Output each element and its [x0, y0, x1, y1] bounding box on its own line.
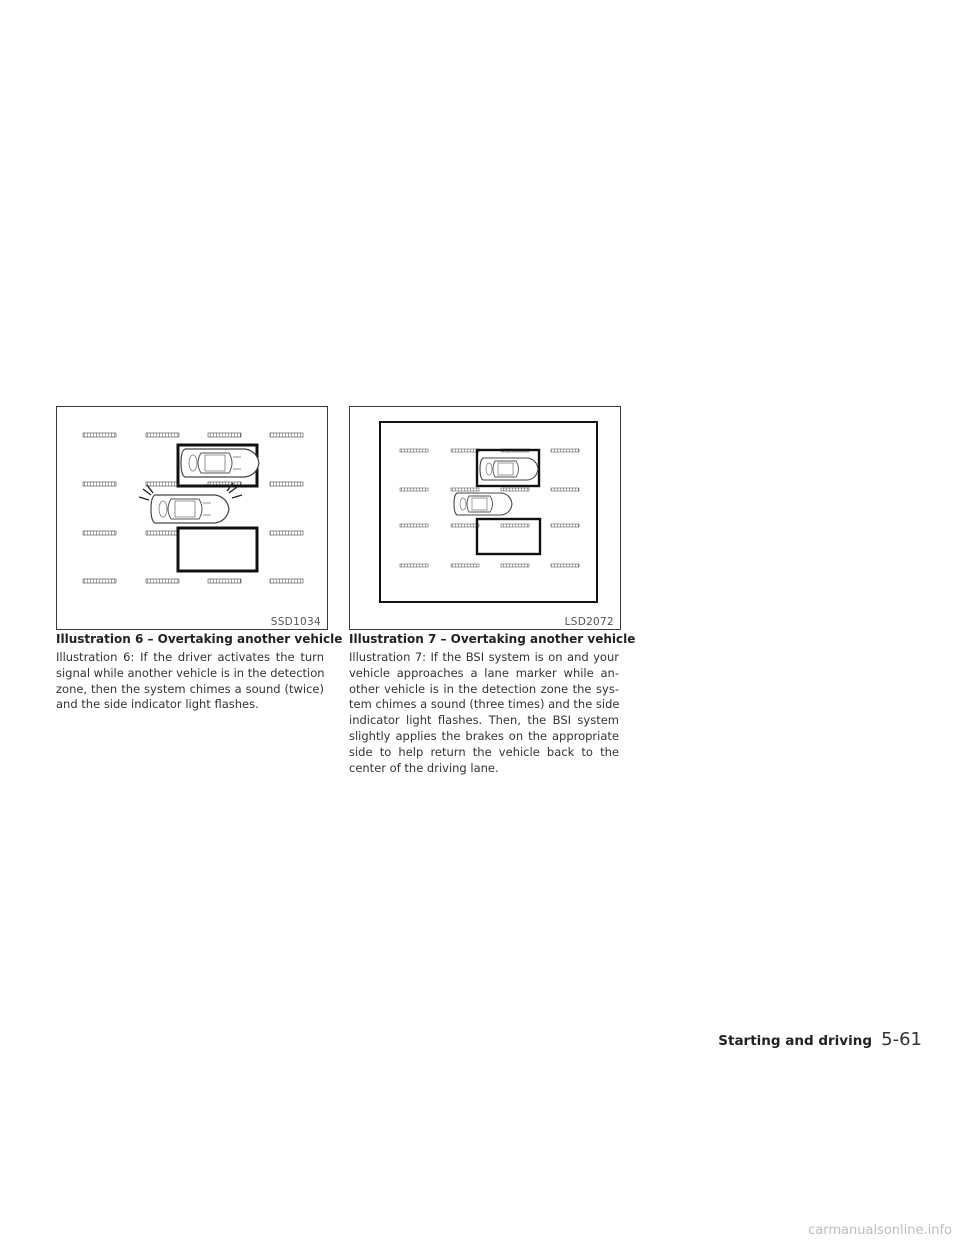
figure-code: LSD2072 [564, 616, 614, 628]
text-line: slightly applies the brakes on the appropriate [349, 728, 619, 743]
illustration-6 [56, 406, 328, 630]
page-number: 5-61 [881, 1029, 922, 1050]
figure-caption: Illustration 6 – Overtaking another vehicle [56, 632, 343, 646]
illustration-6-drawing [57, 407, 329, 631]
body-paragraph [56, 650, 324, 713]
watermark: carmanualsonline.info [808, 1223, 952, 1238]
text-line: Illustration 6: If the driver activates the turn [56, 650, 324, 664]
text-line: vehicle approaches a lane marker while an- [349, 665, 619, 680]
illustration-7-drawing [350, 407, 622, 631]
text-line: tem chimes a sound (three times) and the side [349, 697, 620, 712]
own-vehicle [454, 493, 512, 515]
text-line: side to help return the vehicle back to the [349, 744, 619, 759]
text-line: zone, then the system chimes a sound (twice) [56, 681, 324, 696]
footer-section-title: Starting and driving [718, 1033, 872, 1049]
other-vehicle [480, 458, 538, 480]
detection-zone-lower [178, 528, 257, 571]
text-line: other vehicle is in the detection zone the sys- [349, 681, 619, 696]
own-vehicle [151, 495, 229, 523]
body-paragraph [349, 650, 619, 776]
text-line: and the side indicator light flashes. [56, 697, 259, 712]
text-line: indicator light flashes. Then, the BSI system [349, 713, 619, 728]
other-vehicle [181, 449, 259, 477]
text-line: Illustration 7: If the BSI system is on and your [349, 650, 619, 664]
figure-code: SSD1034 [270, 616, 321, 628]
text-line: signal while another vehicle is in the detection [56, 665, 325, 680]
illustration-7 [349, 406, 621, 630]
figure-caption: Illustration 7 – Overtaking another vehicle [349, 632, 636, 646]
text-line: center of the driving lane. [349, 760, 499, 775]
